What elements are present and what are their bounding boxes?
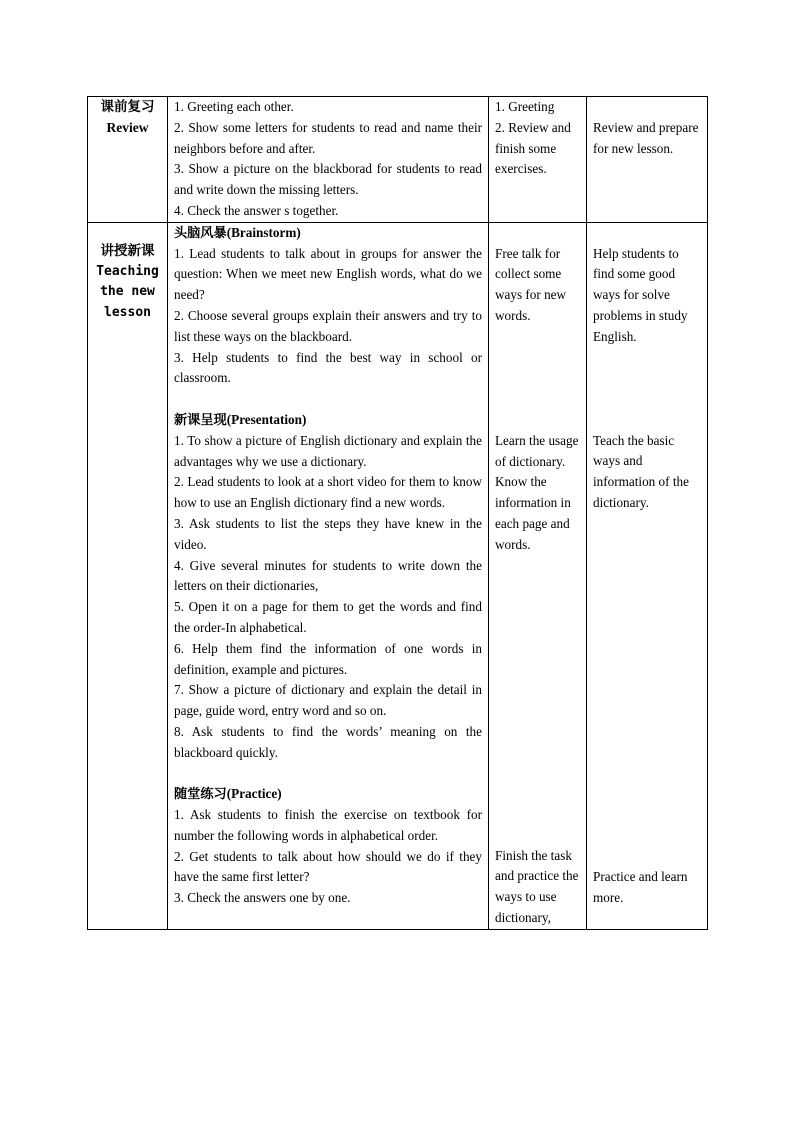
presentation-step-6: 6. Help them find the information of one words in definition, example and pictures. xyxy=(174,640,482,677)
review-teacher-cell xyxy=(168,97,489,223)
teaching-stage-en-1: Teaching xyxy=(96,263,159,279)
brainstorm-purpose-text: Help students to find some good ways for solve problems in study English. xyxy=(593,245,688,344)
practice-step-2: 2. Get students to talk about how should we do if they have the same first letter? xyxy=(174,848,482,885)
practice-heading: 随堂练习(Practice) xyxy=(174,786,282,802)
presentation-step-5: 5. Open it on a page for them to get the words and find the order-In alphabetical. xyxy=(174,599,482,635)
lesson-plan-table xyxy=(87,96,708,930)
teaching-stage-en-2: the new xyxy=(100,284,155,300)
practice-students-text: Finish the task and practice the ways to use dictionary, xyxy=(495,847,579,925)
teaching-purpose-cell xyxy=(587,222,708,929)
teaching-students-cell xyxy=(489,222,587,929)
review-row xyxy=(88,97,708,223)
presentation-heading: 新课呈现(Presentation) xyxy=(174,411,307,427)
brainstorm-students-text: Free talk for collect some ways for new words. xyxy=(495,245,567,323)
teaching-stage-cell xyxy=(88,222,168,929)
review-students-step-2: 2. Review and finish some exercises. xyxy=(495,119,571,177)
review-stage-cell xyxy=(88,97,168,223)
presentation-step-7: 7. Show a picture of dictionary and explain the detail in page, guide word, entry word and so on. xyxy=(174,682,482,719)
review-stage-zh: 课前复习 xyxy=(100,99,155,114)
practice-step-3: 3. Check the answers one by one. xyxy=(174,890,351,906)
practice-purpose-text: Practice and learn more. xyxy=(593,868,688,905)
review-teacher-step-4: 4. Check the answer s together. xyxy=(174,202,339,218)
presentation-step-1: 1. To show a picture of English dictionary and explain the advantages why we use a dictionary. xyxy=(174,432,482,469)
teaching-teacher-cell xyxy=(168,222,489,929)
review-teacher-step-1: 1. Greeting each other. xyxy=(174,99,294,114)
brainstorm-step-3: 3. Help students to find the best way in school or classroom. xyxy=(174,349,482,386)
presentation-step-3: 3. Ask students to list the steps they have knew in the video. xyxy=(174,515,482,552)
review-stage-en: Review xyxy=(106,119,149,135)
brainstorm-step-2: 2. Choose several groups explain their answers and try to list these ways on the blackboard. xyxy=(174,307,482,344)
presentation-step-2: 2. Lead students to look at a short video for them to know how to use an English dictionary find a new words. xyxy=(174,474,482,511)
review-purpose-cell xyxy=(587,97,708,223)
teaching-stage-en-3: lesson xyxy=(104,305,151,321)
review-teacher-step-3: 3. Show a picture on the blackborad for students to read and write down the missing letters. xyxy=(174,161,482,198)
review-students-step-1: 1. Greeting xyxy=(495,99,555,114)
brainstorm-heading: 头脑风暴(Brainstorm) xyxy=(174,224,301,240)
presentation-students-text: Learn the usage of dictionary. Know the information in each page and words. xyxy=(495,432,579,552)
teaching-row xyxy=(88,222,708,929)
presentation-purpose-text: Teach the basic ways and information of the dictionary. xyxy=(593,432,689,510)
review-teacher-step-2: 2. Show some letters for students to read and name their neighbors before and after. xyxy=(174,119,482,156)
practice-step-1: 1. Ask students to finish the exercise on textbook for number the following words in alphabetical order. xyxy=(174,807,482,843)
presentation-step-4: 4. Give several minutes for students to write down the letters on their dictionaries, xyxy=(174,557,482,594)
teaching-stage-zh: 讲授新课 xyxy=(100,242,155,258)
presentation-step-8: 8. Ask students to find the words’ meaning on the blackboard quickly. xyxy=(174,723,482,760)
brainstorm-step-1: 1. Lead students to talk about in groups for answer the question: When we meet new English words, what do we need? xyxy=(174,245,482,303)
review-purpose-text: Review and prepare for new lesson. xyxy=(593,119,699,156)
review-students-cell xyxy=(489,97,587,223)
